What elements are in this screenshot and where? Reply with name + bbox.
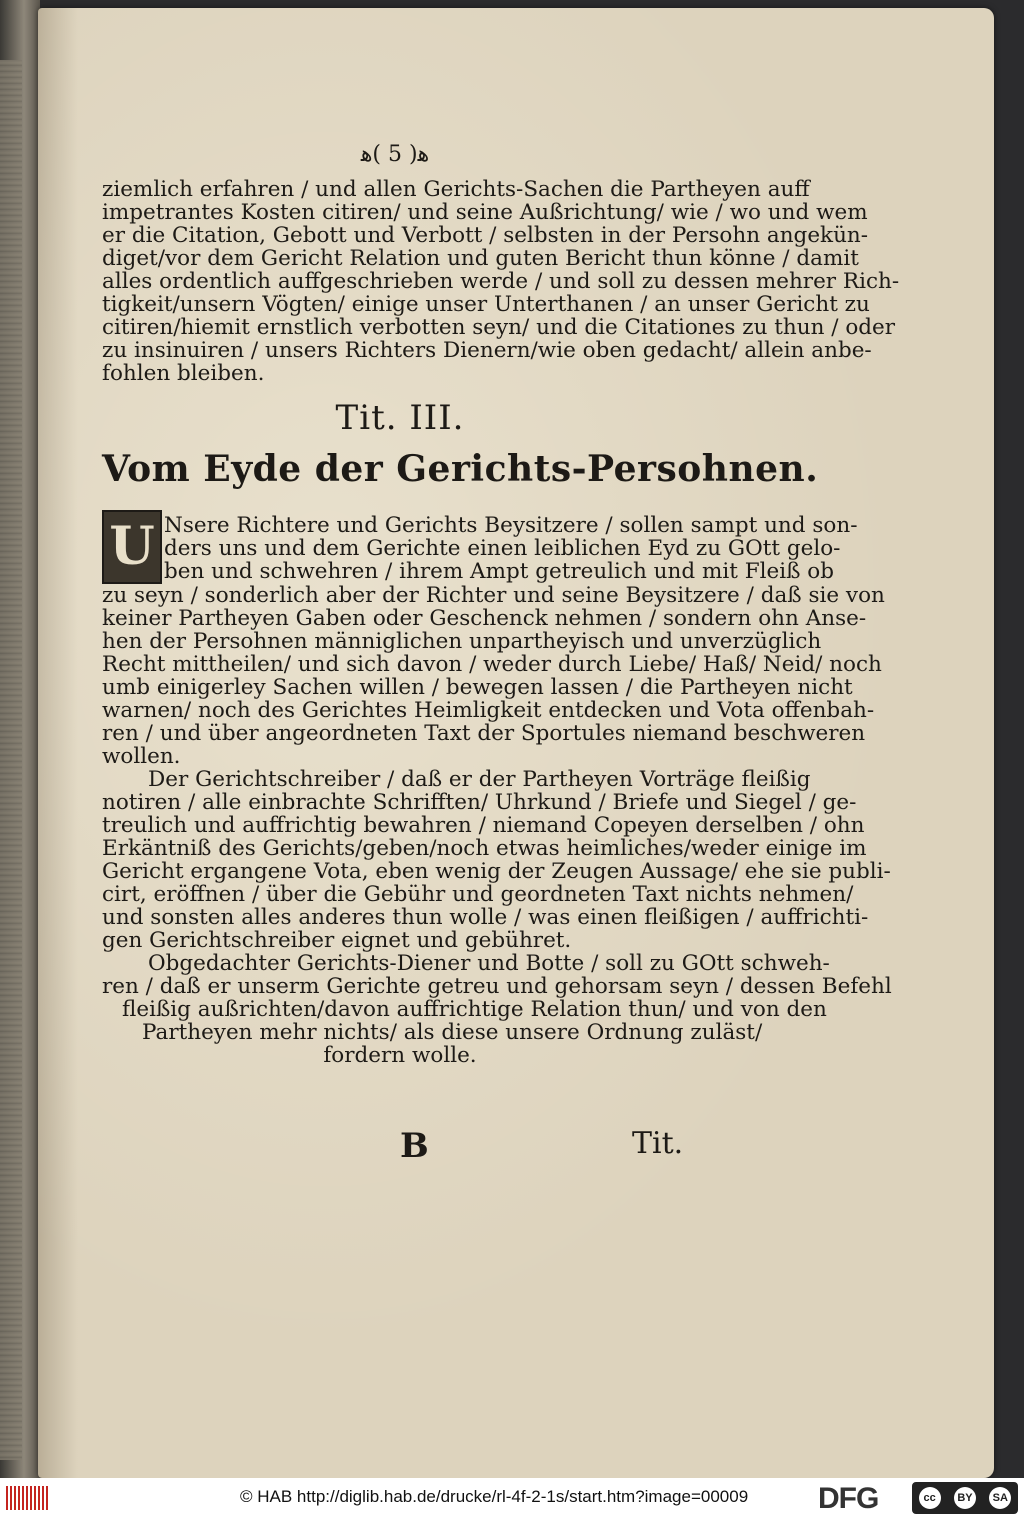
body-line: fleißig außrichten/davon auffrichtige Relation thun/ und von den bbox=[122, 997, 827, 1022]
body-line: er die Citation, Gebott und Verbott / selbsten in der Persohn angekün- bbox=[102, 223, 869, 248]
body-line: ben und schwehren / ihrem Ampt getreulich und mit Fleiß ob bbox=[164, 559, 834, 584]
body-line: keiner Partheyen Gaben oder Geschenck nehmen / sondern ohn Anse- bbox=[102, 606, 867, 631]
body-line: zu insinuiren / unsers Richters Dienern/wie oben gedacht/ allein anbe- bbox=[102, 338, 872, 363]
body-line: Gericht ergangene Vota, eben wenig der Zeugen Aussage/ ehe sie publi- bbox=[102, 859, 891, 884]
body-line: Recht mittheilen/ und sich davon / weder durch Liebe/ Haß/ Neid/ noch bbox=[102, 652, 882, 677]
body-line: ziemlich erfahren / und allen Gerichts-Sachen die Partheyen auff bbox=[102, 177, 810, 202]
body-line: impetrantes Kosten citiren/ und seine Außrichtung/ wie / wo und wem bbox=[102, 200, 868, 225]
cc-license-badge[interactable] bbox=[912, 1482, 1018, 1514]
body-line: ders uns und dem Gerichte einen leiblichen Eyd zu GOtt gelo- bbox=[164, 536, 841, 561]
body-line: warnen/ noch des Gerichtes Heimligkeit entdecken und Vota offenbah- bbox=[102, 698, 875, 723]
body-line: Der Gerichtschreiber / daß er der Partheyen Vorträge fleißig bbox=[148, 767, 811, 792]
body-line: diget/vor dem Gericht Relation und guten Bericht thun könne / damit bbox=[102, 246, 859, 271]
title-number: Tit. III. bbox=[335, 398, 465, 438]
body-line: hen der Persohnen männiglichen unpartheyisch und unverzüglich bbox=[102, 629, 822, 654]
body-line: Nsere Richtere und Gerichts Beysitzere / sollen sampt und son- bbox=[164, 513, 858, 538]
body-line: citiren/hiemit ernstlich verbotten seyn/ und die Citationes zu thun / oder bbox=[102, 315, 896, 340]
section-heading: Vom Eyde der Gerichts-Persohnen. bbox=[102, 448, 819, 490]
sa-icon: SA bbox=[989, 1487, 1011, 1509]
body-line: umb einigerley Sachen willen / bewegen lassen / die Partheyen nicht bbox=[102, 675, 853, 700]
body-line: cirt, eröffnen / über die Gebühr und geordneten Taxt nichts nehmen/ bbox=[102, 882, 854, 907]
cc-icon: cc bbox=[919, 1487, 941, 1509]
catchword: Tit. bbox=[632, 1126, 684, 1161]
body-line: wollen. bbox=[102, 744, 181, 769]
body-line: treulich und auffrichtig bewahren / niemand Copeyen derselben / ohn bbox=[102, 813, 865, 838]
body-line: tigkeit/unsern Vögten/ einige unser Unterthanen / an unser Gericht zu bbox=[102, 292, 870, 317]
source-credit-link[interactable]: © HAB http://diglib.hab.de/drucke/rl-4f-2-1s/start.htm?image=00009 bbox=[240, 1487, 749, 1506]
signature-mark: B bbox=[400, 1126, 429, 1166]
decorated-initial: U bbox=[102, 510, 162, 584]
body-line: Obgedachter Gerichts-Diener und Botte / soll zu GOtt schweh- bbox=[148, 951, 830, 976]
library-logo-icon bbox=[6, 1486, 50, 1510]
body-line: ren / daß er unserm Gerichte getreu und gehorsam seyn / dessen Befehl bbox=[102, 974, 892, 999]
page-number-header: ﻫ( 5 )ﻫ bbox=[360, 142, 430, 167]
dfg-logo: DFG bbox=[818, 1482, 879, 1515]
body-line: zu seyn / sonderlich aber der Richter und seine Beysitzere / daß sie von bbox=[102, 583, 885, 608]
body-line: Erkäntniß des Gerichts/geben/noch etwas heimliches/weder einige im bbox=[102, 836, 867, 861]
body-line: gen Gerichtschreiber eignet und gebühret. bbox=[102, 928, 572, 953]
body-line: fohlen bleiben. bbox=[102, 361, 265, 386]
page-stack-edge bbox=[0, 60, 22, 1460]
body-line: fordern wolle. bbox=[323, 1043, 477, 1068]
body-line: und sonsten alles anderes thun wolle / was einen fleißigen / auffrichti- bbox=[102, 905, 869, 930]
body-line: ren / und über angeordneten Taxt der Sportules niemand beschweren bbox=[102, 721, 866, 746]
body-line: alles ordentlich auffgeschrieben werde / und soll zu dessen mehrer Rich- bbox=[102, 269, 900, 294]
by-icon: BY bbox=[954, 1487, 976, 1509]
body-line: Partheyen mehr nichts/ als diese unsere Ordnung zuläst/ bbox=[142, 1020, 763, 1045]
body-line: notiren / alle einbrachte Schrifften/ Uhrkund / Briefe und Siegel / ge- bbox=[102, 790, 857, 815]
viewer-footer bbox=[0, 1478, 1024, 1518]
